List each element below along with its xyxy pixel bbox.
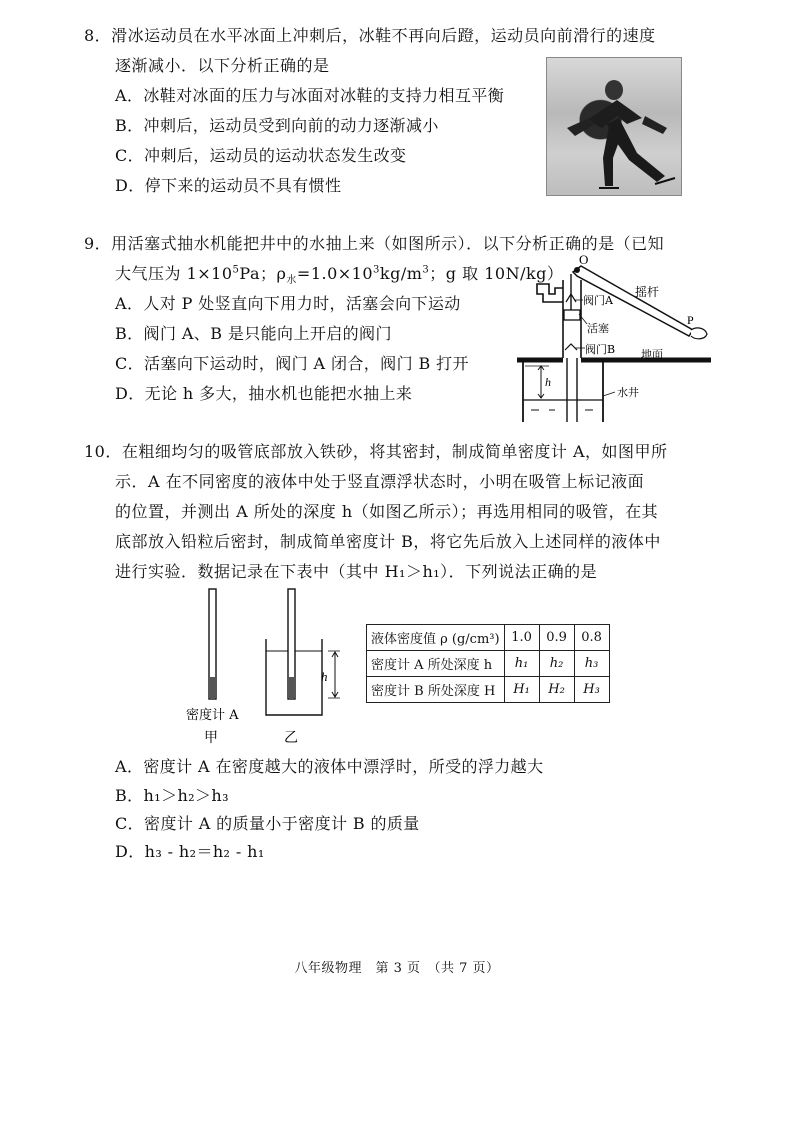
pump-label-ground: 地面 [641,348,663,361]
q10-stem-line1: 10．在粗细均匀的吸管底部放入铁砂，将其密封，制成简单密度计 A，如图甲所 [84,442,668,461]
q9-stem-line1: 9．用活塞式抽水机能把井中的水抽上来（如图所示）．以下分析正确的是（已知 [84,234,665,253]
table-cell: 1.0 [504,625,539,651]
table-cell: H₁ [504,677,539,703]
q9-exponent-3: 3 [373,264,380,276]
pump-label-h: h [545,375,551,389]
table-cell: h₁ [504,651,539,677]
q9-option-d: D．无论 h 多大，抽水机也能把水抽上来 [115,384,413,403]
table-cell: 密度计 A 所处深度 h [367,651,505,677]
figure-label-jia: 甲 [204,730,218,746]
q9-subscript-water: 水 [286,275,297,287]
q9-option-c: C．活塞向下运动时，阀门 A 闭合，阀门 B 打开 [115,354,469,373]
table-cell: h₂ [539,651,574,677]
q9-stem-line2-part-i: ；g 取 10N/kg） [429,264,564,283]
q9-option-a: A．人对 P 处竖直向下用力时，活塞会向下运动 [115,294,461,313]
pump-label-valve-a: 阀门A [583,294,613,307]
q10-option-d: D．h₃ - h₂＝h₂ - h₁ [115,842,265,861]
page-footer: 八年级物理 第 3 页 （共 7 页） [294,961,500,976]
q10-stem-line4: 底部放入铅粒后密封，制成简单密度计 B，将它先后放入上述同样的液体中 [115,532,661,551]
table-row [367,625,610,651]
table-cell: 0.8 [574,625,609,651]
q10-option-b: B．h₁＞h₂＞h₃ [115,786,229,805]
q9-option-b: B．阀门 A、B 是只能向上开启的阀门 [115,324,392,343]
q8-option-c: C．冲刺后，运动员的运动状态发生改变 [115,146,407,165]
table-cell: H₃ [574,677,609,703]
table-row [367,651,610,677]
q10-option-c: C．密度计 A 的质量小于密度计 B 的质量 [115,814,420,833]
q9-stem-line2-part-c: Pa；ρ [239,264,287,283]
pump-label-well: 水井 [617,386,639,399]
q8-stem-line2: 逐渐减小．以下分析正确的是 [115,56,330,75]
pump-label-o: O [579,252,589,267]
skater-photo [546,57,682,196]
pump-label-lever: 摇杆 [635,285,660,299]
q10-stem-line5: 进行实验．数据记录在下表中（其中 H₁＞h₁）．下列说法正确的是 [115,562,598,581]
q9-stem-line2 [115,260,563,288]
figure-label-yi: 乙 [284,730,298,746]
q8-option-b: B．冲刺后，运动员受到向前的动力逐渐减小 [115,116,439,135]
q8-option-d: D．停下来的运动员不具有惯性 [115,176,342,195]
q9-stem-line2-part-g: kg/m [379,264,423,283]
q9-exponent-unit: 3 [422,264,430,276]
q8-stem-line1: 8．滑冰运动员在水平冰面上冲刺后，冰鞋不再向后蹬，运动员向前滑行的速度 [84,26,656,45]
pump-label-piston: 活塞 [587,322,609,335]
table-cell: H₂ [539,677,574,703]
q9-stem-line2-part-a: 大气压为 1×10 [115,264,233,283]
table-cell: 0.9 [539,625,574,651]
table-cell: 密度计 B 所处深度 H [367,677,505,703]
densimeter-label-a: 密度计 A [186,708,239,723]
q8-option-a: A．冰鞋对冰面的压力与冰面对冰鞋的支持力相互平衡 [115,86,505,105]
q9-exponent-5: 5 [232,264,240,276]
pump-diagram [515,250,715,425]
q10-option-a: A．密度计 A 在密度越大的液体中漂浮时，所受的浮力越大 [115,757,544,776]
densimeter-figure [180,585,350,750]
densimeter-label-h: h [321,669,328,684]
q10-stem-line3: 的位置，并测出 A 所处的深度 h（如图乙所示）；再选用相同的吸管，在其 [115,502,659,521]
pump-label-valve-b: 阀门B [585,343,616,356]
table-cell: h₃ [574,651,609,677]
data-table [366,624,610,703]
table-row [367,677,610,703]
q9-stem-line2-part-e: =1.0×10 [296,264,374,283]
pump-label-p: P [687,313,694,327]
table-cell: 液体密度值 ρ (g/cm³) [367,625,505,651]
q10-stem-line2: 示．A 在不同密度的液体中处于竖直漂浮状态时，小明在吸管上标记液面 [115,472,645,491]
